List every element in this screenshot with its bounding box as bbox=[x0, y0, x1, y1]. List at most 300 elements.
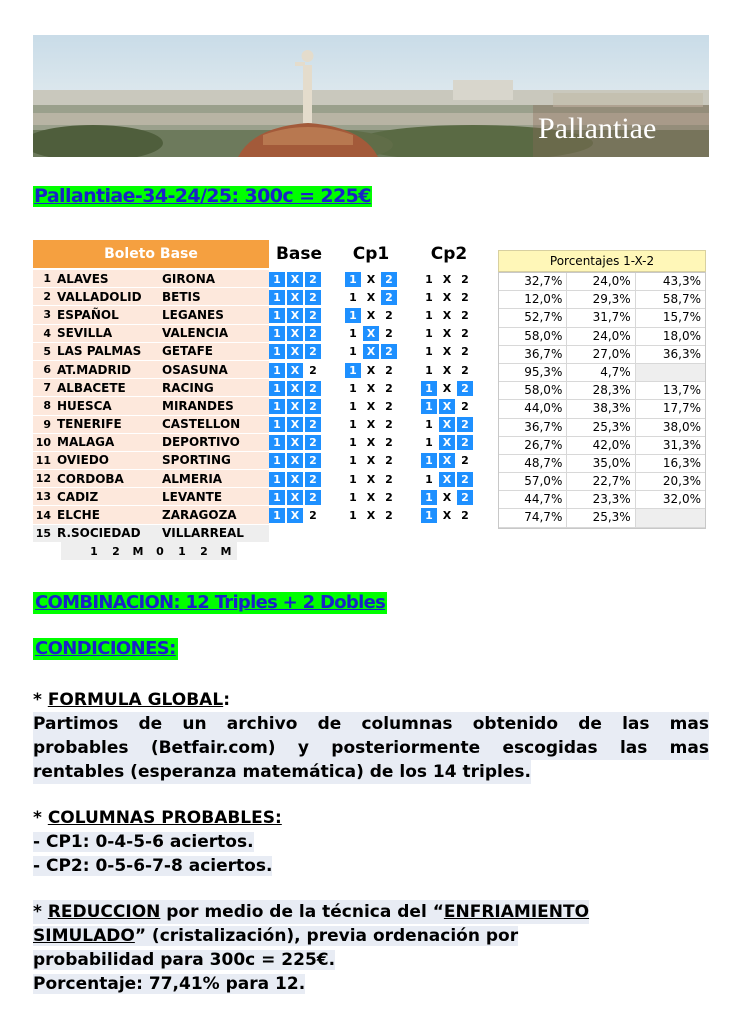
home-team: CADIZ bbox=[57, 489, 99, 504]
cp1-sign-cell: 1 bbox=[349, 490, 357, 504]
cp1-sign-cell: X bbox=[366, 399, 376, 413]
cp1-sign-cell: X bbox=[366, 272, 376, 286]
base-sign-cell: 2 bbox=[305, 290, 321, 305]
match-number: 11 bbox=[35, 453, 51, 467]
percentage-cell: 20,3% bbox=[662, 474, 701, 489]
cp1-sign-row bbox=[345, 343, 405, 361]
cp2-sign-cell: X bbox=[442, 490, 452, 504]
base-sign-cell: 2 bbox=[305, 344, 321, 359]
table-row bbox=[33, 379, 269, 397]
base-sign-cell: X bbox=[287, 490, 303, 505]
base-sign-cell: 2 bbox=[305, 472, 321, 487]
base-column-header: Base bbox=[275, 244, 323, 264]
percentage-cell: 22,7% bbox=[567, 473, 635, 490]
cp2-sign-cell: 2 bbox=[461, 363, 469, 377]
base-sign-cell: 2 bbox=[305, 490, 321, 505]
table-row bbox=[33, 270, 269, 288]
away-team: BETIS bbox=[162, 289, 201, 304]
percentage-cell: 13,7% bbox=[662, 383, 701, 398]
base-sign-cell: 1 bbox=[269, 308, 285, 323]
cp2-column-header: Cp2 bbox=[430, 244, 468, 264]
home-team: ALBACETE bbox=[57, 380, 126, 395]
percentage-row bbox=[499, 509, 705, 527]
home-team: ELCHE bbox=[57, 508, 100, 523]
cp2-sign-cell: X bbox=[442, 290, 452, 304]
percentage-cell: 15,7% bbox=[662, 310, 701, 325]
cp2-sign-cell: 1 bbox=[425, 272, 433, 286]
base-sign-cell: X bbox=[287, 472, 303, 487]
cp2-sign-cell: 1 bbox=[421, 508, 437, 523]
cp1-sign-row bbox=[345, 288, 405, 306]
base-sign-cell: 2 bbox=[305, 272, 321, 287]
cp2-sign-cell: X bbox=[439, 399, 455, 414]
base-sign-row bbox=[269, 488, 329, 506]
base-sign-row bbox=[269, 288, 329, 306]
base-sign-row bbox=[269, 434, 329, 452]
reduccion-section bbox=[33, 900, 709, 996]
cp2-sign-row bbox=[421, 506, 481, 524]
cp1-line: - CP1: 0-4-5-6 aciertos. bbox=[33, 832, 254, 852]
away-team: SPORTING bbox=[162, 453, 231, 468]
cp1-sign-cell: 2 bbox=[385, 308, 393, 322]
match-number: 13 bbox=[35, 490, 51, 504]
table-row bbox=[33, 525, 269, 543]
table-row bbox=[33, 416, 269, 434]
away-team: ALMERIA bbox=[162, 471, 223, 486]
base-sign-cell: 2 bbox=[305, 381, 321, 396]
cp1-column-header: Cp1 bbox=[352, 244, 390, 264]
base-sign-cell: X bbox=[287, 290, 303, 305]
percentages-list bbox=[498, 272, 706, 529]
match-number: 15 bbox=[35, 526, 51, 540]
table-row bbox=[33, 361, 269, 379]
pleno-option: 2 bbox=[112, 544, 120, 558]
percentage-row bbox=[499, 455, 705, 473]
cp2-sign-cell: 1 bbox=[425, 290, 433, 304]
base-signs bbox=[269, 270, 329, 525]
cp1-sign-cell: 1 bbox=[349, 381, 357, 395]
cp2-sign-cell: X bbox=[439, 453, 455, 468]
home-team: LAS PALMAS bbox=[57, 344, 142, 359]
away-team: VALENCIA bbox=[162, 326, 229, 341]
home-team: OVIEDO bbox=[57, 453, 109, 468]
cp2-sign-cell: X bbox=[442, 272, 452, 286]
percentage-cell: 25,3% bbox=[567, 509, 635, 526]
cp2-sign-cell: 2 bbox=[461, 272, 469, 286]
base-sign-cell: X bbox=[287, 308, 303, 323]
cp1-sign-cell: X bbox=[366, 490, 376, 504]
formula-line-2: probables (Betfair.com) y posteriormente escogidas las mas bbox=[33, 738, 709, 758]
formula-global-section bbox=[33, 688, 709, 784]
base-sign-row bbox=[269, 416, 329, 434]
home-team: ALAVES bbox=[57, 271, 109, 286]
percentage-row bbox=[499, 400, 705, 418]
match-number: 14 bbox=[35, 508, 51, 522]
cp1-sign-cell: X bbox=[363, 344, 379, 359]
base-sign-cell: 1 bbox=[269, 290, 285, 305]
base-sign-row bbox=[269, 470, 329, 488]
home-team: MALAGA bbox=[57, 435, 115, 450]
cp1-sign-cell: 1 bbox=[349, 436, 357, 450]
cp2-sign-row bbox=[421, 416, 481, 434]
cp1-sign-cell: X bbox=[366, 436, 376, 450]
cp2-sign-cell: 2 bbox=[457, 435, 473, 450]
base-sign-row bbox=[269, 270, 329, 288]
base-sign-cell: 2 bbox=[305, 417, 321, 432]
columnas-label: COLUMNAS PROBABLES: bbox=[47, 808, 282, 828]
table-row bbox=[33, 470, 269, 488]
cp2-sign-cell: 2 bbox=[461, 308, 469, 322]
cp2-sign-cell: 2 bbox=[457, 417, 473, 432]
percentage-cell: 38,3% bbox=[567, 400, 635, 417]
cp2-sign-cell: 1 bbox=[421, 399, 437, 414]
table-row bbox=[33, 488, 269, 506]
cp2-sign-row bbox=[421, 379, 481, 397]
cp2-sign-row bbox=[421, 325, 481, 343]
base-sign-cell: 1 bbox=[269, 381, 285, 396]
cp1-sign-cell: 2 bbox=[381, 344, 397, 359]
cp1-signs bbox=[345, 270, 405, 525]
cp1-sign-cell: 2 bbox=[385, 327, 393, 341]
base-sign-row bbox=[269, 506, 329, 524]
base-sign-cell: 2 bbox=[305, 308, 321, 323]
teams-list bbox=[33, 270, 269, 543]
percentage-cell: 58,0% bbox=[499, 328, 567, 345]
base-sign-cell: 2 bbox=[305, 399, 321, 414]
cp1-sign-cell: 2 bbox=[381, 272, 397, 287]
away-team: ZARAGOZA bbox=[162, 508, 237, 523]
reduccion-text-1: por medio de la técnica del “ bbox=[160, 902, 444, 922]
base-sign-cell: X bbox=[287, 363, 303, 378]
header-banner-image bbox=[33, 35, 709, 157]
page-title: Pallantiae-34-24/25: 300c = 225€ bbox=[34, 185, 371, 207]
cp1-sign-row bbox=[345, 488, 405, 506]
percentage-row bbox=[499, 291, 705, 309]
cp2-sign-row bbox=[421, 434, 481, 452]
cp2-sign-row bbox=[421, 397, 481, 415]
banner-logo-text: Pallantiae bbox=[538, 112, 657, 145]
columnas-section bbox=[33, 806, 709, 878]
percentage-cell: 36,7% bbox=[499, 346, 567, 363]
cp2-sign-row bbox=[421, 488, 481, 506]
cp1-sign-cell: X bbox=[363, 326, 379, 341]
match-number: 5 bbox=[43, 344, 51, 358]
percentage-cell: 57,0% bbox=[499, 473, 567, 490]
base-sign-row bbox=[269, 343, 329, 361]
base-sign-row bbox=[269, 361, 329, 379]
formula-line-3: rentables (esperanza matemática) de los 14 triples. bbox=[33, 762, 531, 782]
cp2-sign-cell: X bbox=[442, 345, 452, 359]
table-row bbox=[33, 288, 269, 306]
percentage-cell: 32,0% bbox=[662, 492, 701, 507]
percentage-cell: 31,3% bbox=[662, 437, 701, 452]
percentage-cell: 36,3% bbox=[662, 346, 701, 361]
cp2-sign-cell: 1 bbox=[425, 436, 433, 450]
cp1-sign-row bbox=[345, 270, 405, 288]
away-team: CASTELLON bbox=[162, 417, 241, 432]
cp1-sign-cell: 2 bbox=[385, 454, 393, 468]
pleno-option: 0 bbox=[156, 544, 164, 558]
cp2-sign-cell: 2 bbox=[457, 472, 473, 487]
cp2-sign-cell: 2 bbox=[461, 290, 469, 304]
cp2-sign-cell: 2 bbox=[461, 509, 469, 523]
percentage-row bbox=[499, 419, 705, 437]
table-row bbox=[33, 306, 269, 324]
cp2-sign-row bbox=[421, 306, 481, 324]
percentage-cell: 44,0% bbox=[499, 400, 567, 417]
percentages-header: Porcentajes 1-X-2 bbox=[498, 250, 706, 272]
cp1-sign-cell: X bbox=[366, 454, 376, 468]
cp1-sign-cell: 2 bbox=[385, 399, 393, 413]
percentage-cell: 58,7% bbox=[662, 292, 701, 307]
percentage-cell: 29,3% bbox=[567, 291, 635, 308]
percentage-row bbox=[499, 364, 705, 382]
percentage-cell: 36,7% bbox=[499, 419, 567, 436]
cp2-sign-cell: X bbox=[442, 381, 452, 395]
table-row bbox=[33, 434, 269, 452]
percentage-cell: 52,7% bbox=[499, 309, 567, 326]
away-team: VILLARREAL bbox=[162, 526, 244, 541]
conditions-body bbox=[33, 688, 709, 1018]
base-sign-cell: 1 bbox=[269, 344, 285, 359]
cp1-sign-cell: 1 bbox=[349, 509, 357, 523]
cp1-sign-cell: 1 bbox=[349, 345, 357, 359]
base-sign-cell: 1 bbox=[269, 272, 285, 287]
cp1-sign-cell: 2 bbox=[385, 490, 393, 504]
percentage-row bbox=[499, 346, 705, 364]
cp2-sign-cell: 1 bbox=[425, 472, 433, 486]
match-number: 10 bbox=[35, 435, 51, 449]
base-sign-cell: 1 bbox=[269, 399, 285, 414]
cp2-sign-cell: X bbox=[442, 327, 452, 341]
base-sign-cell: 2 bbox=[309, 363, 317, 377]
cp2-sign-row bbox=[421, 270, 481, 288]
home-team: SEVILLA bbox=[57, 326, 113, 341]
base-sign-cell: X bbox=[287, 417, 303, 432]
base-sign-row bbox=[269, 452, 329, 470]
away-team: OSASUNA bbox=[162, 362, 228, 377]
cp2-sign-cell: 2 bbox=[461, 327, 469, 341]
match-number: 12 bbox=[35, 472, 51, 486]
cp1-sign-cell: 2 bbox=[385, 472, 393, 486]
cp1-sign-row bbox=[345, 379, 405, 397]
cp1-sign-cell: X bbox=[366, 418, 376, 432]
base-sign-cell: 2 bbox=[305, 453, 321, 468]
cp1-sign-cell: X bbox=[366, 308, 376, 322]
cp2-sign-row bbox=[421, 470, 481, 488]
bullet-star: * bbox=[33, 808, 48, 828]
cp1-sign-row bbox=[345, 470, 405, 488]
cp1-sign-cell: 2 bbox=[385, 381, 393, 395]
percentage-cell: 17,7% bbox=[662, 401, 701, 416]
bullet-star: * bbox=[33, 690, 48, 710]
percentage-row bbox=[499, 328, 705, 346]
colon: : bbox=[223, 690, 230, 710]
base-sign-cell: 1 bbox=[269, 435, 285, 450]
base-sign-cell: 1 bbox=[269, 490, 285, 505]
percentage-cell: 44,7% bbox=[499, 491, 567, 508]
match-number: 3 bbox=[43, 308, 51, 322]
base-sign-cell: 2 bbox=[305, 435, 321, 450]
pleno-option: 2 bbox=[200, 544, 208, 558]
cp1-sign-cell: 2 bbox=[381, 290, 397, 305]
cp2-sign-cell: 1 bbox=[421, 490, 437, 505]
cp2-line: - CP2: 0-5-6-7-8 aciertos. bbox=[33, 856, 273, 876]
table-row bbox=[33, 506, 269, 524]
away-team: LEGANES bbox=[162, 307, 224, 322]
percentage-cell: 27,0% bbox=[567, 346, 635, 363]
home-team: R.SOCIEDAD bbox=[57, 526, 141, 541]
cp1-sign-cell: 1 bbox=[345, 363, 361, 378]
pleno-quince-row bbox=[61, 542, 237, 560]
cp1-sign-cell: 1 bbox=[349, 327, 357, 341]
cp1-sign-cell: 2 bbox=[385, 363, 393, 377]
home-team: AT.MADRID bbox=[57, 362, 132, 377]
home-team: TENERIFE bbox=[57, 417, 122, 432]
table-row bbox=[33, 343, 269, 361]
pleno-option: 1 bbox=[178, 544, 186, 558]
percentage-cell: 24,0% bbox=[567, 273, 635, 290]
cp2-sign-cell: 1 bbox=[425, 327, 433, 341]
away-team: DEPORTIVO bbox=[162, 435, 240, 450]
base-sign-cell: 1 bbox=[269, 326, 285, 341]
cp2-sign-row bbox=[421, 452, 481, 470]
cp1-sign-cell: 1 bbox=[349, 399, 357, 413]
base-sign-row bbox=[269, 306, 329, 324]
match-number: 8 bbox=[43, 399, 51, 413]
percentage-row bbox=[499, 309, 705, 327]
percentage-row bbox=[499, 382, 705, 400]
cp1-sign-row bbox=[345, 306, 405, 324]
cp1-sign-row bbox=[345, 434, 405, 452]
percentage-cell: 4,7% bbox=[567, 364, 635, 381]
percentage-cell: 23,3% bbox=[567, 491, 635, 508]
cp1-sign-cell: 2 bbox=[385, 436, 393, 450]
percentage-cell: 28,3% bbox=[567, 382, 635, 399]
cp1-sign-cell: X bbox=[366, 290, 376, 304]
percentage-cell bbox=[636, 364, 705, 381]
match-number: 7 bbox=[43, 381, 51, 395]
percentage-cell: 18,0% bbox=[662, 328, 701, 343]
match-number: 1 bbox=[43, 272, 51, 286]
cp2-sign-cell: 2 bbox=[461, 345, 469, 359]
base-sign-cell: 2 bbox=[305, 326, 321, 341]
quiniela-table bbox=[33, 240, 709, 562]
cp1-sign-cell: 1 bbox=[349, 472, 357, 486]
percentage-cell: 95,3% bbox=[499, 364, 567, 381]
base-sign-cell: 1 bbox=[269, 363, 285, 378]
away-team: GETAFE bbox=[162, 344, 213, 359]
percentage-cell: 12,0% bbox=[499, 291, 567, 308]
base-sign-row bbox=[269, 379, 329, 397]
base-sign-cell: X bbox=[287, 508, 303, 523]
home-team: ESPAÑOL bbox=[57, 307, 119, 322]
table-row bbox=[33, 397, 269, 415]
percentage-cell: 58,0% bbox=[499, 382, 567, 399]
match-number: 6 bbox=[43, 363, 51, 377]
base-sign-cell: 2 bbox=[309, 509, 317, 523]
home-team: VALLADOLID bbox=[57, 289, 142, 304]
base-sign-cell: 1 bbox=[269, 453, 285, 468]
cp1-sign-cell: 1 bbox=[349, 290, 357, 304]
match-number: 9 bbox=[43, 417, 51, 431]
percentage-cell: 25,3% bbox=[567, 419, 635, 436]
cp2-sign-row bbox=[421, 288, 481, 306]
percentage-row bbox=[499, 273, 705, 291]
percentage-cell: 31,7% bbox=[567, 309, 635, 326]
cp1-sign-cell: 1 bbox=[345, 308, 361, 323]
base-sign-cell: X bbox=[287, 435, 303, 450]
cp1-sign-cell: 2 bbox=[385, 418, 393, 432]
bullet-star: * bbox=[33, 902, 48, 922]
cp2-sign-cell: X bbox=[439, 472, 455, 487]
enfriamiento-label: ENFRIAMIENTO bbox=[443, 902, 590, 922]
cp2-signs bbox=[421, 270, 481, 525]
cp1-sign-cell: X bbox=[366, 509, 376, 523]
percentage-row bbox=[499, 437, 705, 455]
away-team: LEVANTE bbox=[162, 489, 223, 504]
percentage-cell: 43,3% bbox=[662, 274, 701, 288]
cp2-sign-cell: 2 bbox=[457, 490, 473, 505]
cp1-sign-row bbox=[345, 325, 405, 343]
percentage-cell: 24,0% bbox=[567, 328, 635, 345]
cp2-sign-row bbox=[421, 361, 481, 379]
cp2-sign-cell: 1 bbox=[425, 418, 433, 432]
cp2-sign-cell: 1 bbox=[421, 381, 437, 396]
home-team: HUESCA bbox=[57, 398, 112, 413]
cp1-sign-cell: X bbox=[366, 363, 376, 377]
pleno-option: 1 bbox=[90, 544, 98, 558]
cp1-sign-cell: 2 bbox=[385, 509, 393, 523]
reduccion-label: REDUCCION bbox=[47, 902, 161, 922]
cp2-sign-cell: X bbox=[439, 417, 455, 432]
base-sign-row bbox=[269, 397, 329, 415]
cp2-sign-cell: X bbox=[442, 509, 452, 523]
reduccion-line-3: probabilidad para 300c = 225€. bbox=[33, 950, 336, 970]
cp2-sign-cell: 1 bbox=[425, 363, 433, 377]
table-row bbox=[33, 452, 269, 470]
cp2-sign-cell: 2 bbox=[461, 399, 469, 413]
cp1-sign-cell: 1 bbox=[349, 418, 357, 432]
cp2-sign-cell: X bbox=[439, 435, 455, 450]
simulado-label: SIMULADO bbox=[33, 926, 135, 946]
cp2-sign-cell: 1 bbox=[425, 345, 433, 359]
percentage-cell: 35,0% bbox=[567, 455, 635, 472]
reduccion-text-2: ” (cristalización), previa ordenación por bbox=[134, 926, 519, 946]
cp2-sign-cell: X bbox=[442, 363, 452, 377]
cp2-sign-cell: 1 bbox=[425, 308, 433, 322]
percentage-row bbox=[499, 491, 705, 509]
cp2-sign-cell: 1 bbox=[421, 453, 437, 468]
cp2-sign-row bbox=[421, 343, 481, 361]
base-sign-cell: X bbox=[287, 453, 303, 468]
away-team: GIRONA bbox=[162, 271, 216, 286]
cp1-sign-cell: 1 bbox=[349, 454, 357, 468]
cp1-sign-cell: 1 bbox=[345, 272, 361, 287]
table-row bbox=[33, 325, 269, 343]
percentage-cell: 16,3% bbox=[662, 455, 701, 470]
base-sign-cell: X bbox=[287, 326, 303, 341]
cp1-sign-row bbox=[345, 397, 405, 415]
porcentaje-line: Porcentaje: 77,41% para 12. bbox=[33, 974, 306, 994]
base-sign-cell: X bbox=[287, 399, 303, 414]
percentage-cell bbox=[636, 509, 705, 526]
combinacion-heading: COMBINACION: 12 Triples + 2 Dobles bbox=[35, 592, 386, 613]
cp2-sign-cell: X bbox=[442, 308, 452, 322]
base-sign-cell: 1 bbox=[269, 508, 285, 523]
base-sign-cell: X bbox=[287, 272, 303, 287]
home-team: CORDOBA bbox=[57, 471, 124, 486]
